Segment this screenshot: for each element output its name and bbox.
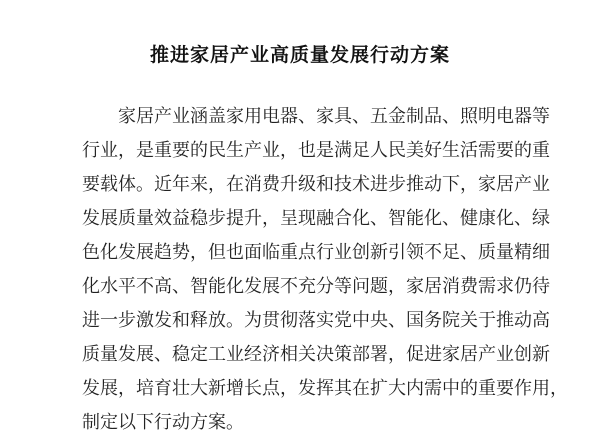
body-line: 发展质量效益稳步提升，呈现融合化、智能化、健康化、绿	[82, 208, 550, 229]
document-body	[82, 100, 568, 440]
body-line: 进一步激发和释放。为贯彻落实党中央、国务院关于推动高	[82, 310, 550, 331]
body-line: 制定以下行动方案。	[82, 412, 244, 433]
body-line: 色化发展趋势，但也面临重点行业创新引领不足、质量精细	[82, 242, 550, 263]
body-line: 要载体。近年来，在消费升级和技术进步推动下，家居产业	[82, 174, 550, 195]
body-line: 质量发展、稳定工业经济相关决策部署，促进家居产业创新	[82, 344, 550, 365]
body-line: 行业，是重要的民生产业，也是满足人民美好生活需要的重	[82, 140, 550, 161]
body-line: 家居产业涵盖家用电器、家具、五金制品、照明电器等	[118, 106, 550, 127]
body-line: 化水平不高、智能化发展不充分等问题，家居消费需求仍待	[82, 276, 550, 297]
document-title: 推进家居产业高质量发展行动方案	[149, 44, 450, 66]
body-line: 发展，培育壮大新增长点，发挥其在扩大内需中的重要作用，	[82, 378, 568, 399]
